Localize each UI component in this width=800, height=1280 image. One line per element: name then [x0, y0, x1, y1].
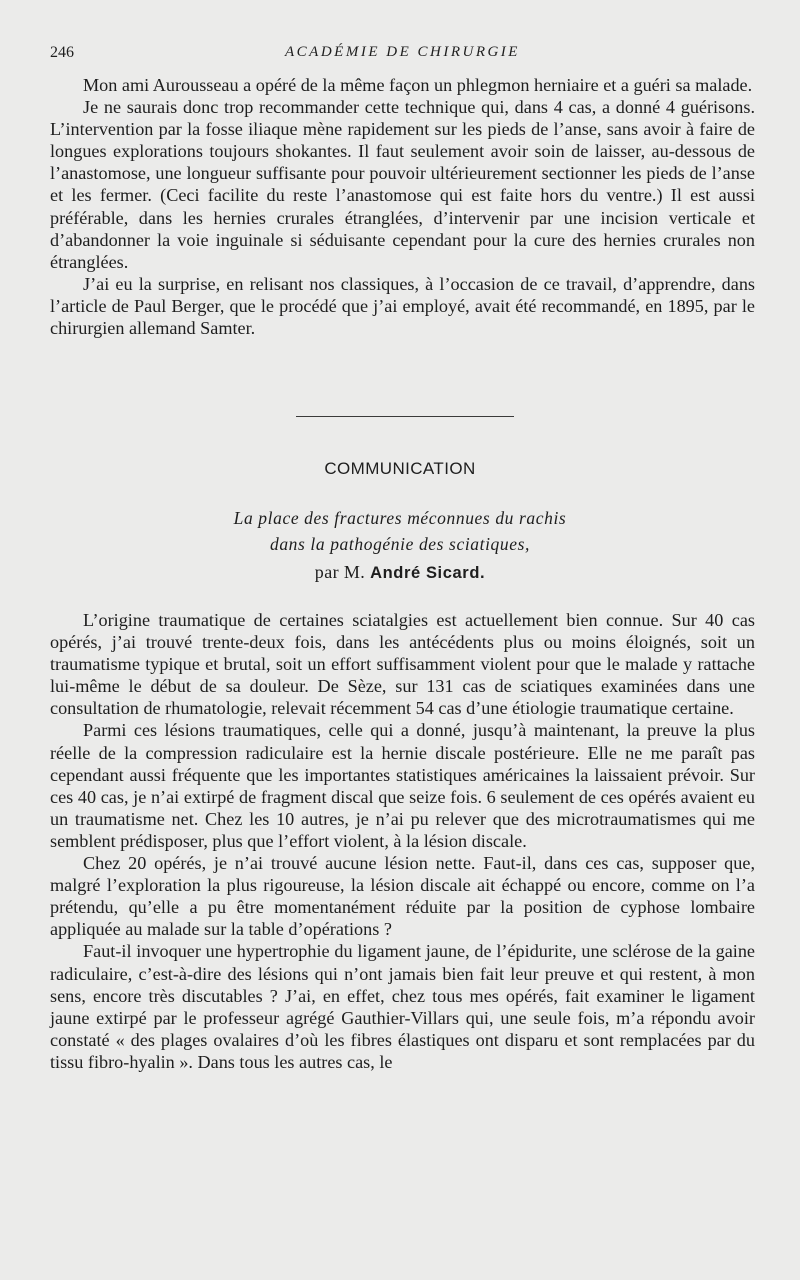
article-title-line: dans la pathogénie des sciatiques,: [269, 534, 531, 554]
article-body: [50, 609, 755, 1073]
paragraph: J’ai eu la surprise, en relisant nos classiques, à l’occasion de ce travail, d’apprendre, dans l’article de Paul Berger, que le procédé que j’ai employé, avait été recommandé, en 1895, par le chirurgien allemand Samter.: [50, 273, 755, 339]
paragraph: L’origine traumatique de certaines sciatalgies est actuellement bien connue. Sur 40 cas opérés, j’ai trouvé trente-deux fois, dans les antécédents plus ou moins éloignés, soit un traumatisme typique et brutal, soit un effort suffisamment violent pour que le malade y rattache lui-même le début de sa douleur. De Sèze, sur 131 cas de sciatiques examinées dans une consultation de rhumatologie, relevait récemment 54 cas d’une étiologie traumatique certaine.: [50, 610, 755, 719]
author-name: André Sicard.: [370, 564, 486, 582]
running-title: ACADÉMIE DE CHIRURGIE: [285, 44, 520, 60]
page-header: [50, 44, 755, 68]
section-divider: [296, 416, 514, 417]
paragraph: Parmi ces lésions traumatiques, celle qui a donné, jusqu’à maintenant, la preuve la plus réelle de la compression radiculaire est la hernie discale postérieure. Elle ne me paraît pas cependant aussi fréquente que les importantes statistiques américaines la laissaient prévoir. Sur ces 40 cas, je n’ai extirpé de fragment discal que seize fois. 6 seulement de ces opérés avaient eu un traumatisme net. Chez les 10 autres, je n’ai pu relever que des microtraumatismes qui me semblent prédisposer, plus que l’effort violent, à la lésion discale.: [50, 720, 755, 851]
article-title-line: La place des fractures méconnues du rachis: [233, 508, 567, 528]
section-heading: COMMUNICATION: [324, 459, 476, 478]
paragraph: Chez 20 opérés, je n’ai trouvé aucune lésion nette. Faut-il, dans ces cas, supposer que, malgré l’exploration la plus rigoureuse, la lésion discale ait échappé ou encore, comme on l’a prétendu, qu’elle a pu être momentanément réduite par la position de cyphose lombaire appliquée au malade sur la table d’opérations ?: [50, 853, 755, 940]
paragraph: Faut-il invoquer une hypertrophie du ligament jaune, de l’épidurite, une sclérose de la gaine radiculaire, c’est-à-dire des lésions qui n’ont jamais bien fait leur preuve et qui restent, à mon sens, encore très discutables ? J’ai, en effet, chez tous mes opérés, fait examiner le ligament jaune extirpé par le professeur agrégé Gauthier-Villars qui, une seule fois, m’a répondu avoir constaté « des plages ovalaires d’où les fibres élastiques ont disparu et sont remplacées par du tissu fibro-hyalin ». Dans tous les autres cas, le: [50, 941, 755, 1072]
article-title: [0, 505, 800, 557]
page-number: 246: [50, 44, 74, 61]
paragraph: Mon ami Aurousseau a opéré de la même façon un phlegmon herniaire et a guéri sa malade.: [83, 75, 753, 95]
byline-prefix: par M.: [314, 562, 366, 582]
paragraph: Je ne saurais donc trop recommander cette technique qui, dans 4 cas, a donné 4 guérisons. L’intervention par la fosse iliaque mène rapidement sur les pieds de l’anse, sans avoir à faire de longues explorations toujours shokantes. Il faut seulement avoir soin de laisser, au-dessous de l’anastomose, une longueur suffisante pour pouvoir ultérieurement sectionner les pieds de l’anse et les fermer. (Ceci facilite du reste l’anastomose qui est faite hors du ventre.) Il est aussi préférable, dans les hernies crurales étranglées, d’intervenir par une incision verticale et d’abandonner la voie inguinale si séduisante cependant pour la cure des hernies crurales non étranglées.: [50, 97, 755, 272]
previous-article-text: [50, 74, 755, 339]
byline: [0, 562, 800, 583]
